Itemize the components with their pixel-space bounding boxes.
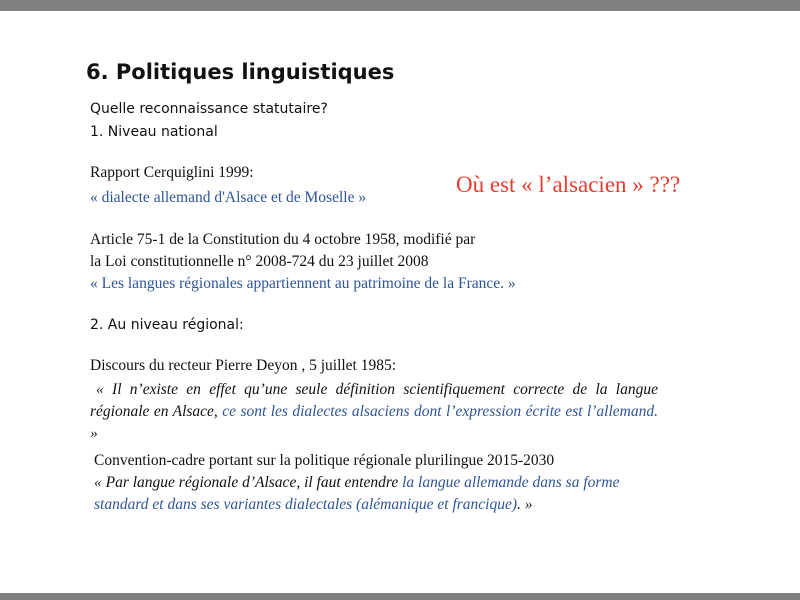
discours-label: Discours du recteur Pierre Deyon , 5 juillet 1985: [90, 357, 397, 374]
question-text: Quelle reconnaissance statutaire? [90, 101, 328, 117]
convention-quote-dialects: alémanique et francique [361, 496, 512, 513]
level-regional-heading: 2. Au niveau régional: [90, 317, 244, 333]
convention-quote-start: « Par langue régionale d’Alsace, il faut entendre [94, 474, 403, 491]
discours-quote-start: « Il n’existe en effet qu’une seule définition scientifiquement correcte de la langue régionale en Alsace, [90, 381, 658, 420]
discours-quote-end: » [90, 425, 98, 442]
convention-quote-highlight: la langue allemande dans sa forme standard et dans ses variantes dialectales ( [94, 474, 620, 513]
slide-title: 6. Politiques linguistiques [86, 60, 395, 84]
convention-quote-end: . » [517, 496, 533, 513]
article-line-2: la Loi constitutionnelle n° 2008-724 du 23 juillet 2008 [90, 253, 429, 270]
bottom-frame-bar [0, 593, 800, 600]
convention-quote [94, 472, 644, 516]
article-line-1: Article 75-1 de la Constitution du 4 octobre 1958, modifié par [90, 231, 476, 248]
top-frame-bar [0, 0, 800, 11]
rapport-quote: « dialecte allemand d'Alsace et de Moselle » [90, 189, 367, 206]
convention-label: Convention-cadre portant sur la politique régionale plurilingue 2015-2030 [94, 452, 555, 469]
alsacien-question: Où est « l’alsacien » ??? [456, 172, 681, 197]
discours-quote-highlight: ce sont les dialectes alsaciens dont l’expression écrite est l’allemand. [222, 403, 658, 420]
discours-quote [90, 379, 658, 445]
level-national-heading: 1. Niveau national [90, 124, 218, 140]
article-quote: « Les langues régionales appartiennent au patrimoine de la France. » [90, 275, 516, 292]
convention-quote-paren: ) [511, 496, 518, 513]
rapport-label: Rapport Cerquiglini 1999: [90, 164, 254, 181]
